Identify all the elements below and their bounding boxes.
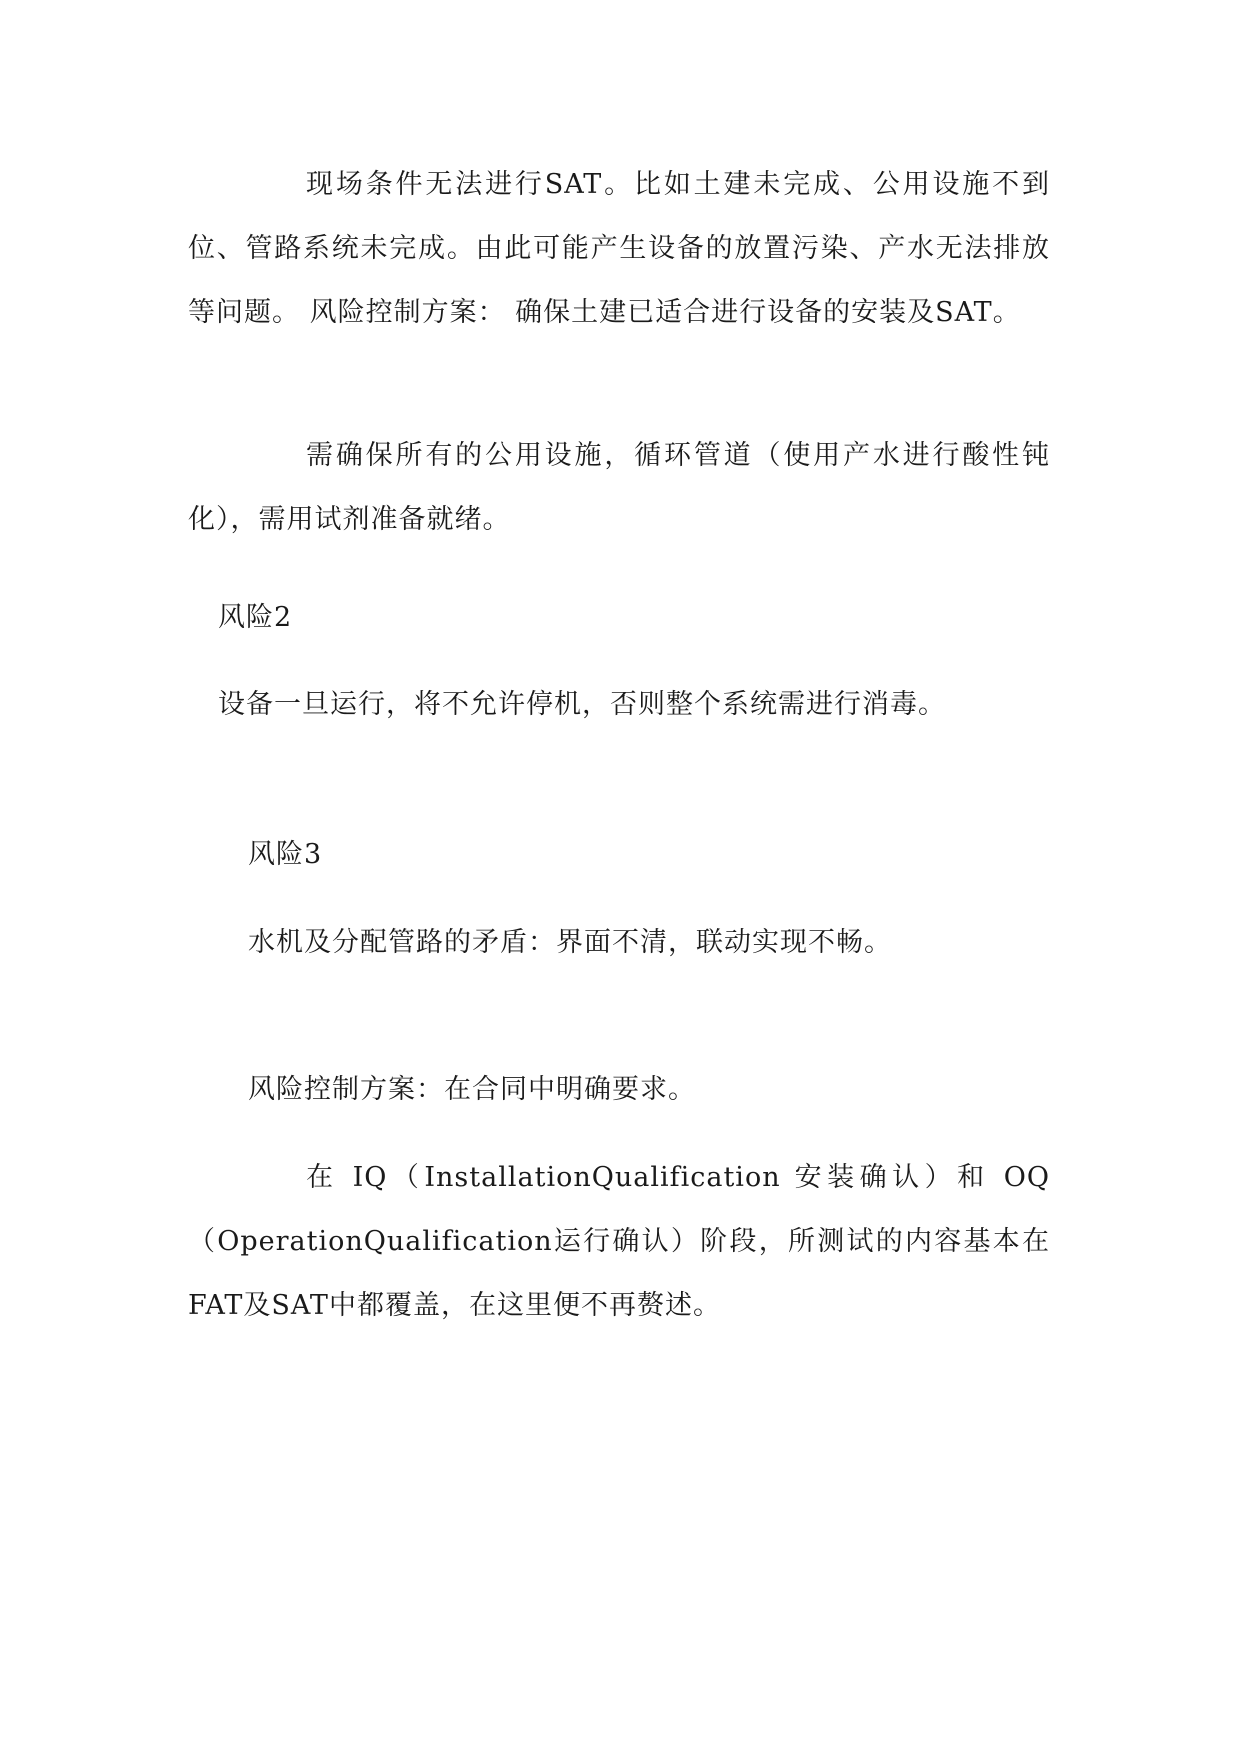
paragraph-interface-conflict: 水机及分配管路的矛盾：界面不清，联动实现不畅。 xyxy=(248,927,892,958)
heading-risk-2: 风险2 xyxy=(218,602,293,633)
paragraph-utilities-ready: 需确保所有的公用设施，循环管道（使用产水进行酸性钝化），需用试剂准备就绪。 xyxy=(188,440,1050,535)
paragraph-iq-oq: 在 IQ（InstallationQualification 安装确认）和 OQ（OperationQualification运行确认）阶段，所测试的内容基本在FAT及SAT中都覆盖，在这里便不再赘述。 xyxy=(188,1162,1050,1321)
paragraph-risk-control-contract: 风险控制方案：在合同中明确要求。 xyxy=(248,1074,696,1105)
heading-risk-3: 风险3 xyxy=(248,839,323,870)
paragraph-no-shutdown: 设备一旦运行，将不允许停机，否则整个系统需进行消毒。 xyxy=(218,689,946,720)
paragraph-sat-conditions: 现场条件无法进行SAT。比如土建未完成、公用设施不到位、管路系统未完成。由此可能产生设备的放置污染、产水无法排放等问题。 风险控制方案： 确保土建已适合进行设备的安装及SAT。 xyxy=(188,169,1050,328)
